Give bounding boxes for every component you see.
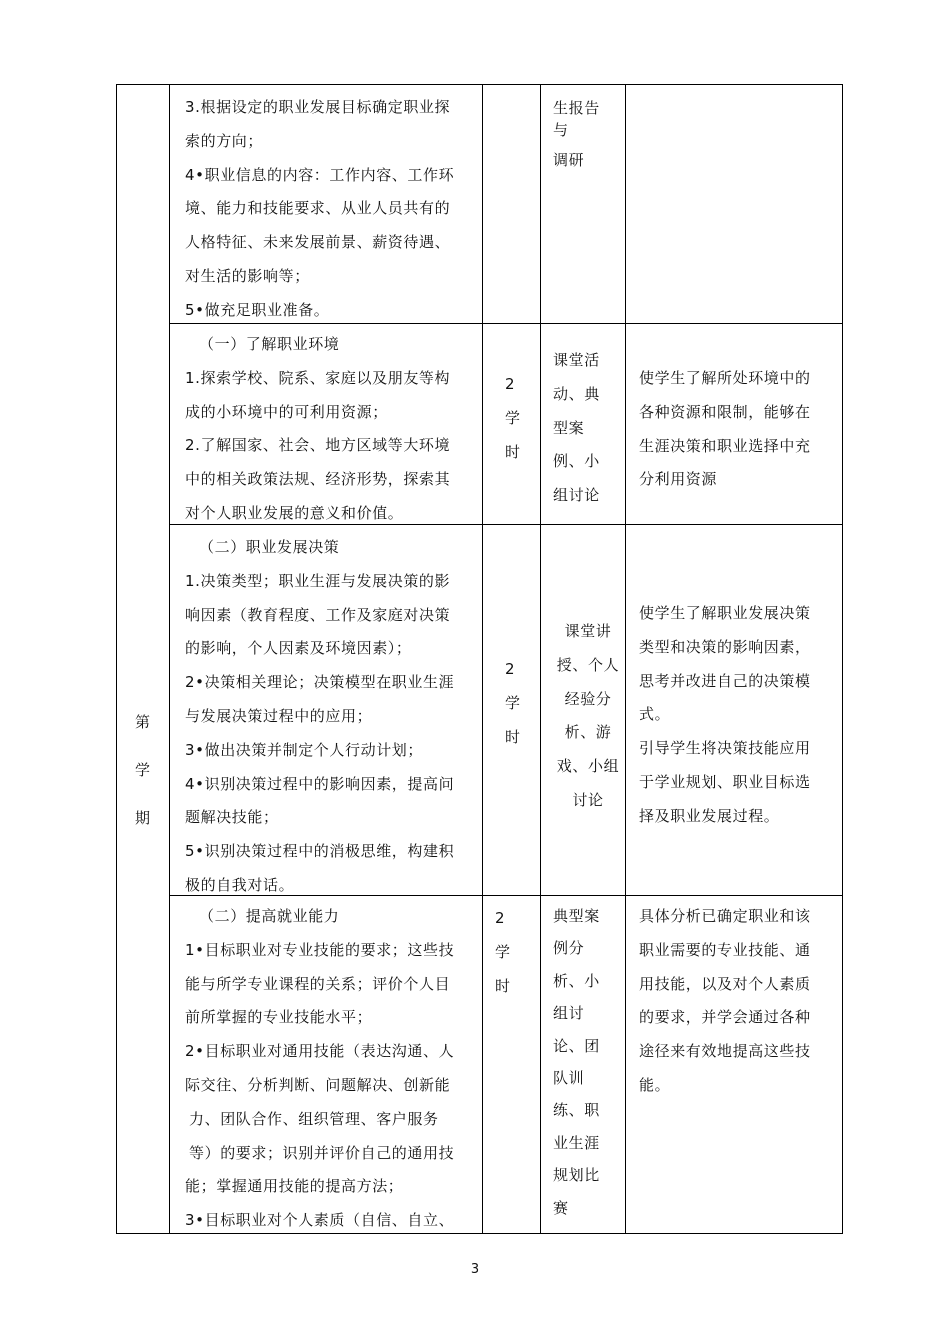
semester-cell: [116, 323, 169, 1234]
method-cell: 课堂活 动、典 型案 例、小 组讨论: [553, 351, 600, 505]
page-number: 3: [470, 1262, 480, 1277]
semester-label: 第 学 期: [135, 713, 151, 827]
table-row: [116, 84, 843, 324]
hours-cell: 2 学 时: [505, 375, 521, 461]
content-cell: （二）职业发展决策 1.决策类型；职业生涯与发展决策的影 响因素（教育程度、工作及家庭对决策 的影响，个人因素及环境因素）； 2•决策相关理论；决策模型在职业生涯 与发展决策过程中的应用； 3•做出决策并制定个人行动计划； 4•识别决策过程中的影响因素，提高问 题解决技能； 5•识别决策过程中的消极思维，构建积 极的自我对话。: [185, 538, 455, 894]
method-cell: 生报告 与 调研: [553, 99, 600, 169]
method-cell: 典型案 例分 析、小 组讨 论、团 队训 练、职 业生涯 规划比 赛: [553, 907, 600, 1217]
table-row: [116, 895, 843, 1234]
goal-cell: 具体分析已确定职业和该 职业需要的专业技能、通 用技能，以及对个人素质 的要求，并学会通过各种 途径来有效地提高这些技 能。: [639, 907, 811, 1094]
content-cell: （二）提高就业能力 1•目标职业对专业技能的要求；这些技 能与所学专业课程的关系；评价个人目 前所掌握的专业技能水平； 2•目标职业对通用技能（表达沟通、人 际交往、分析判断、问题解决、创新能 力、团队合作、组织管理、客户服务 等）的要求；识别并评价自己的通用技 能；掌握通用技能的提高方法； 3•目标职业对个人素质（自信、自立、: [185, 907, 455, 1230]
table-bottom-border: [116, 1233, 843, 1234]
goal-cell: 使学生了解职业发展决策 类型和决策的影响因素， 思考并改进自己的决策模 式。 引导学生将决策技能应用 于学业规划、职业目标选 择及职业发展过程。: [639, 604, 811, 825]
content-cell: （一）了解职业环境 1.探索学校、院系、家庭以及朋友等构 成的小环境中的可利用资源； 2.了解国家、社会、地方区域等大环境 中的相关政策法规、经济形势，探索其 对个人职业发展的意义和价值。: [185, 335, 451, 522]
content-cell: 3.根据设定的职业发展目标确定职业探 索的方向； 4•职业信息的内容：工作内容、工作环 境、能力和技能要求、从业人员共有的 人格特征、未来发展前景、薪资待遇、 对生活的影响等； 5•做充足职业准备。: [185, 98, 455, 319]
hours-cell: 2 学 时: [505, 660, 521, 746]
table-row: [116, 524, 843, 896]
table-row: [116, 323, 843, 525]
goal-cell: 使学生了解所处环境中的 各种资源和限制，能够在 生涯决策和职业选择中充 分利用资源: [639, 369, 811, 489]
hours-cell: 2 学 时: [495, 909, 511, 995]
method-cell: 课堂讲 授、个人 经验分 析、游 戏、小组 讨论: [556, 622, 620, 809]
